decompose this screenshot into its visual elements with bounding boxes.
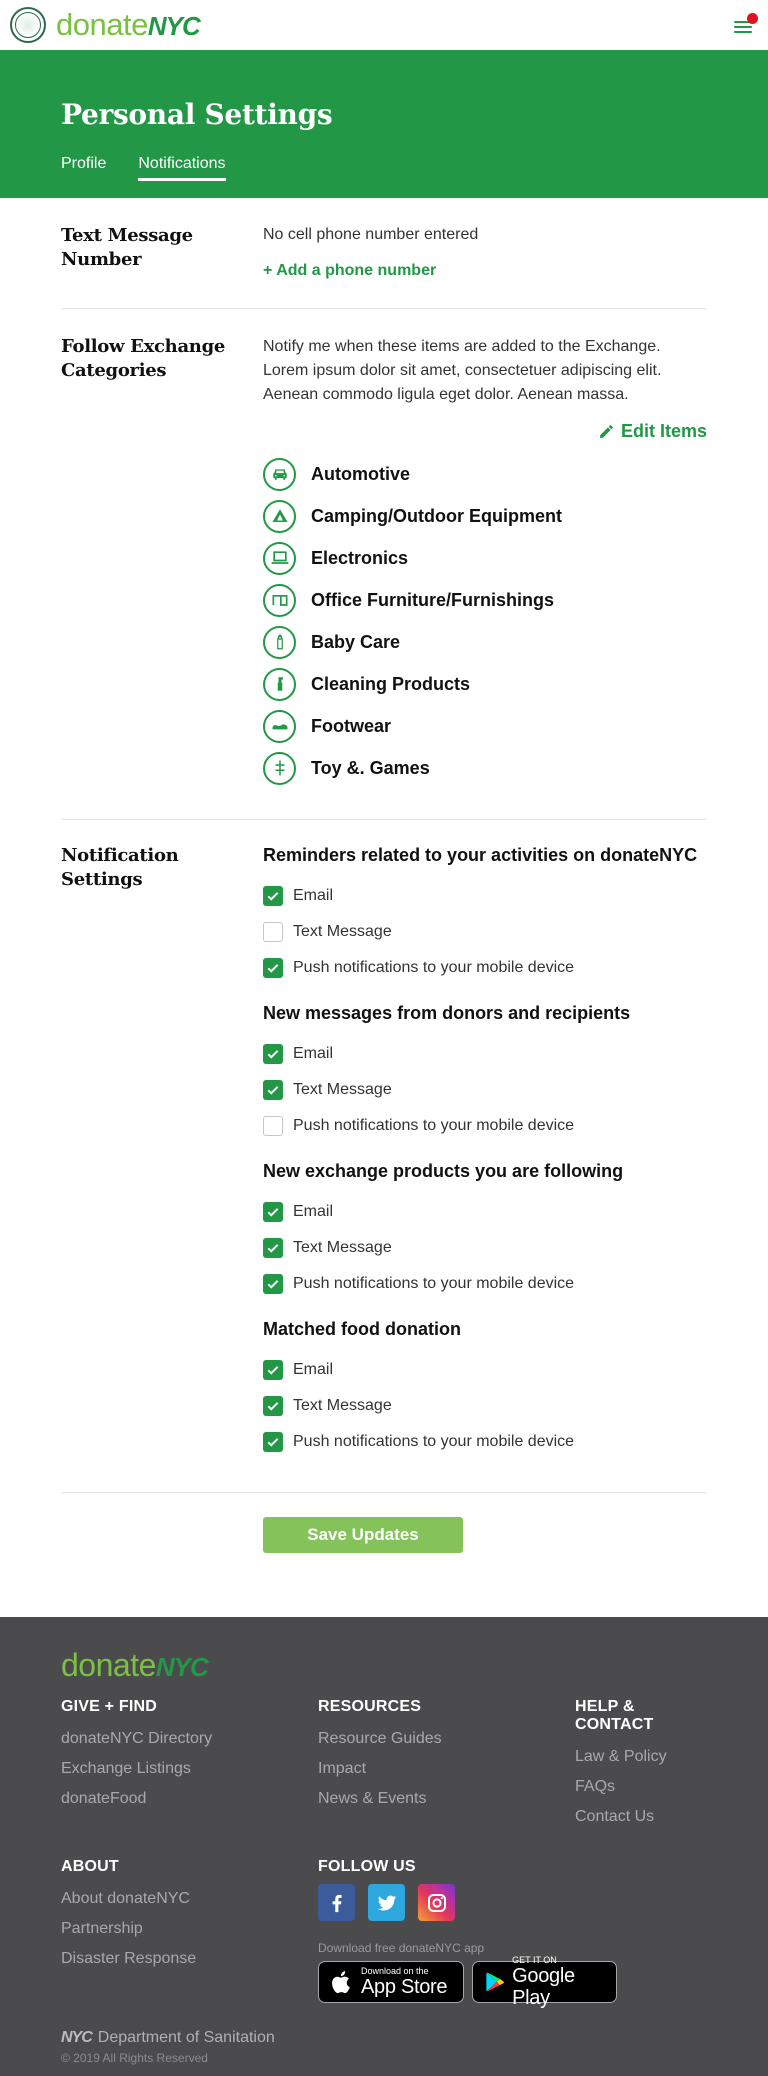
option-label: Email — [293, 1045, 334, 1062]
desk-icon — [263, 584, 296, 617]
google-play-button[interactable] — [472, 1955, 617, 2009]
app-store-badges — [318, 1955, 648, 2009]
baby-bottle-icon — [263, 626, 296, 659]
category-item — [263, 495, 707, 537]
app-store-big: App Store — [361, 1976, 448, 1998]
category-item — [263, 537, 707, 579]
twitter-icon[interactable] — [368, 1884, 405, 1921]
footer-give-find — [61, 1698, 318, 1832]
category-item — [263, 663, 707, 705]
tab-profile[interactable]: Profile — [61, 155, 107, 172]
save-area — [61, 1493, 707, 1617]
text-message-label: Text Message Number — [61, 225, 193, 270]
tab-notifications[interactable]: Notifications — [138, 155, 225, 181]
pencil-icon — [598, 423, 615, 440]
notification-group-title: Matched food donation — [263, 1319, 461, 1339]
shoe-icon — [263, 710, 296, 743]
option-label: Push notifications to your mobile device — [293, 1275, 575, 1292]
notification-group-title: Reminders related to your activities on donateNYC — [263, 845, 698, 865]
footer-logo[interactable]: donateNYC — [61, 1647, 208, 1683]
notification-group — [263, 1318, 707, 1460]
facebook-icon[interactable] — [318, 1884, 355, 1921]
text-message-section — [61, 198, 707, 309]
notification-settings-section — [61, 820, 707, 1493]
option-label: Text Message — [293, 923, 392, 940]
social-links — [318, 1884, 707, 1921]
dept-name: Department of Sanitation — [97, 2029, 275, 2046]
apple-icon — [329, 1968, 355, 1996]
follow-categories-label: Follow Exchange Categories — [61, 336, 226, 381]
checkbox-checked[interactable] — [263, 1238, 283, 1258]
notification-group — [263, 1002, 707, 1144]
option-label: Push notifications to your mobile device — [293, 1433, 575, 1450]
spray-bottle-icon — [263, 668, 296, 701]
footer-link-donatefood[interactable]: donateFood — [61, 1790, 147, 1807]
phone-status: No cell phone number entered — [263, 226, 479, 243]
notification-option[interactable] — [263, 1108, 707, 1144]
category-label: Electronics — [311, 547, 409, 568]
edit-items-label: Edit Items — [620, 421, 707, 441]
notification-settings-label: Notification Settings — [61, 845, 179, 890]
category-label: Cleaning Products — [311, 673, 471, 694]
dept-sanitation[interactable] — [61, 2029, 707, 2047]
footer-link-news[interactable]: News & Events — [318, 1790, 427, 1807]
footer-link-impact[interactable]: Impact — [318, 1760, 367, 1777]
footer-heading: GIVE + FIND — [61, 1698, 157, 1715]
edit-items-link[interactable] — [598, 421, 707, 442]
footer-resources — [318, 1698, 575, 1832]
notification-option[interactable] — [263, 1230, 707, 1266]
footer-heading: HELP & CONTACT — [575, 1698, 654, 1733]
app-store-small: Download on the — [361, 1966, 429, 1976]
category-list — [263, 453, 707, 789]
category-label: Toy &. Games — [311, 757, 430, 778]
option-label: Push notifications to your mobile device — [293, 1117, 575, 1134]
footer-link-partnership[interactable]: Partnership — [61, 1920, 143, 1937]
car-icon — [263, 458, 296, 491]
footer-follow — [318, 1858, 707, 2009]
notification-option[interactable] — [263, 1424, 707, 1460]
footer-link-about[interactable]: About donateNYC — [61, 1890, 190, 1907]
notification-option[interactable] — [263, 1388, 707, 1424]
footer-link-exchange[interactable]: Exchange Listings — [61, 1760, 191, 1777]
footer-links-row1 — [61, 1698, 707, 1832]
option-label: Email — [293, 1361, 334, 1378]
option-label: Text Message — [293, 1239, 392, 1256]
checkbox-checked[interactable] — [263, 1044, 283, 1064]
footer — [0, 1617, 768, 2076]
footer-heading: ABOUT — [61, 1858, 119, 1875]
checkbox-unchecked[interactable] — [263, 1116, 283, 1136]
save-updates-button[interactable]: Save Updates — [263, 1517, 463, 1553]
footer-link-resource-guides[interactable]: Resource Guides — [318, 1730, 442, 1747]
settings-banner — [0, 50, 768, 198]
notification-option[interactable] — [263, 1266, 707, 1302]
brand[interactable] — [10, 7, 200, 43]
laptop-icon — [263, 542, 296, 575]
category-item — [263, 705, 707, 747]
option-label: Text Message — [293, 1081, 392, 1098]
footer-about — [61, 1858, 318, 2003]
checkbox-checked[interactable] — [263, 1274, 283, 1294]
notification-groups — [263, 844, 707, 1460]
notification-dot — [747, 13, 758, 24]
checkbox-unchecked[interactable] — [263, 922, 283, 942]
app-store-button[interactable] — [318, 1961, 464, 2003]
category-item — [263, 621, 707, 663]
category-label: Automotive — [311, 463, 410, 484]
footer-bottom — [61, 2029, 707, 2065]
footer-link-faqs[interactable]: FAQs — [575, 1778, 616, 1795]
notification-option[interactable] — [263, 914, 707, 950]
footer-link-law[interactable]: Law & Policy — [575, 1748, 667, 1765]
checkbox-checked[interactable] — [263, 1396, 283, 1416]
option-label: Text Message — [293, 1397, 392, 1414]
footer-heading: FOLLOW US — [318, 1858, 416, 1875]
google-play-icon — [483, 1968, 506, 1996]
notification-option[interactable] — [263, 1194, 707, 1230]
checkbox-checked[interactable] — [263, 1080, 283, 1100]
notification-group-title: New exchange products you are following — [263, 1161, 624, 1181]
category-item — [263, 579, 707, 621]
footer-heading: RESOURCES — [318, 1698, 422, 1715]
top-navbar — [0, 0, 768, 50]
checkbox-checked[interactable] — [263, 958, 283, 978]
option-label: Email — [293, 1203, 334, 1220]
option-label: Email — [293, 887, 334, 904]
notification-option[interactable] — [263, 1352, 707, 1388]
footer-link-directory[interactable]: donateNYC Directory — [61, 1730, 213, 1747]
notification-group — [263, 1160, 707, 1302]
instagram-icon[interactable] — [418, 1884, 455, 1921]
google-play-small: GET IT ON — [512, 1955, 557, 1965]
settings-content — [61, 198, 707, 1617]
notification-group — [263, 844, 707, 986]
category-label: Camping/Outdoor Equipment — [311, 505, 562, 526]
toy-icon — [263, 752, 296, 785]
checkbox-checked[interactable] — [263, 1360, 283, 1380]
hamburger-menu-icon[interactable] — [730, 13, 758, 37]
notification-group-title: New messages from donors and recipients — [263, 1003, 631, 1023]
copyright: © 2019 All Rights Reserved — [61, 2051, 208, 2065]
donatenyc-logo: donateNYC — [56, 7, 200, 42]
checkbox-checked[interactable] — [263, 886, 283, 906]
notification-option[interactable] — [263, 950, 707, 986]
notification-option[interactable] — [263, 1072, 707, 1108]
follow-description: Notify me when these items are added to the Exchange. Lorem ipsum dolor sit amet, consectetuer adipiscing elit. Aenean commodo ligula eget dolor. Aenean massa. — [263, 338, 662, 403]
footer-link-contact[interactable]: Contact Us — [575, 1808, 655, 1825]
nyc-sanitation-seal-icon — [10, 7, 46, 43]
page-title: Personal Settings — [61, 98, 333, 131]
category-label: Footwear — [311, 715, 392, 736]
notification-option[interactable] — [263, 1036, 707, 1072]
follow-categories-section — [61, 309, 707, 820]
checkbox-checked[interactable] — [263, 1432, 283, 1452]
add-phone-link[interactable]: + Add a phone number — [263, 262, 437, 279]
footer-help — [575, 1698, 707, 1832]
notification-option[interactable] — [263, 878, 707, 914]
option-label: Push notifications to your mobile device — [293, 959, 575, 976]
category-label: Baby Care — [311, 631, 401, 652]
category-item — [263, 453, 707, 495]
footer-links-row2 — [61, 1858, 707, 2009]
nyc-mark: NYC — [61, 2029, 92, 2046]
checkbox-checked[interactable] — [263, 1202, 283, 1222]
category-item — [263, 747, 707, 789]
category-label: Office Furniture/Furnishings — [311, 589, 555, 610]
settings-tabs — [61, 155, 707, 181]
tent-icon — [263, 500, 296, 533]
google-play-big: Google Play — [512, 1965, 575, 2009]
footer-link-disaster[interactable]: Disaster Response — [61, 1950, 197, 1967]
download-app-text: Download free donateNYC app — [318, 1941, 485, 1955]
